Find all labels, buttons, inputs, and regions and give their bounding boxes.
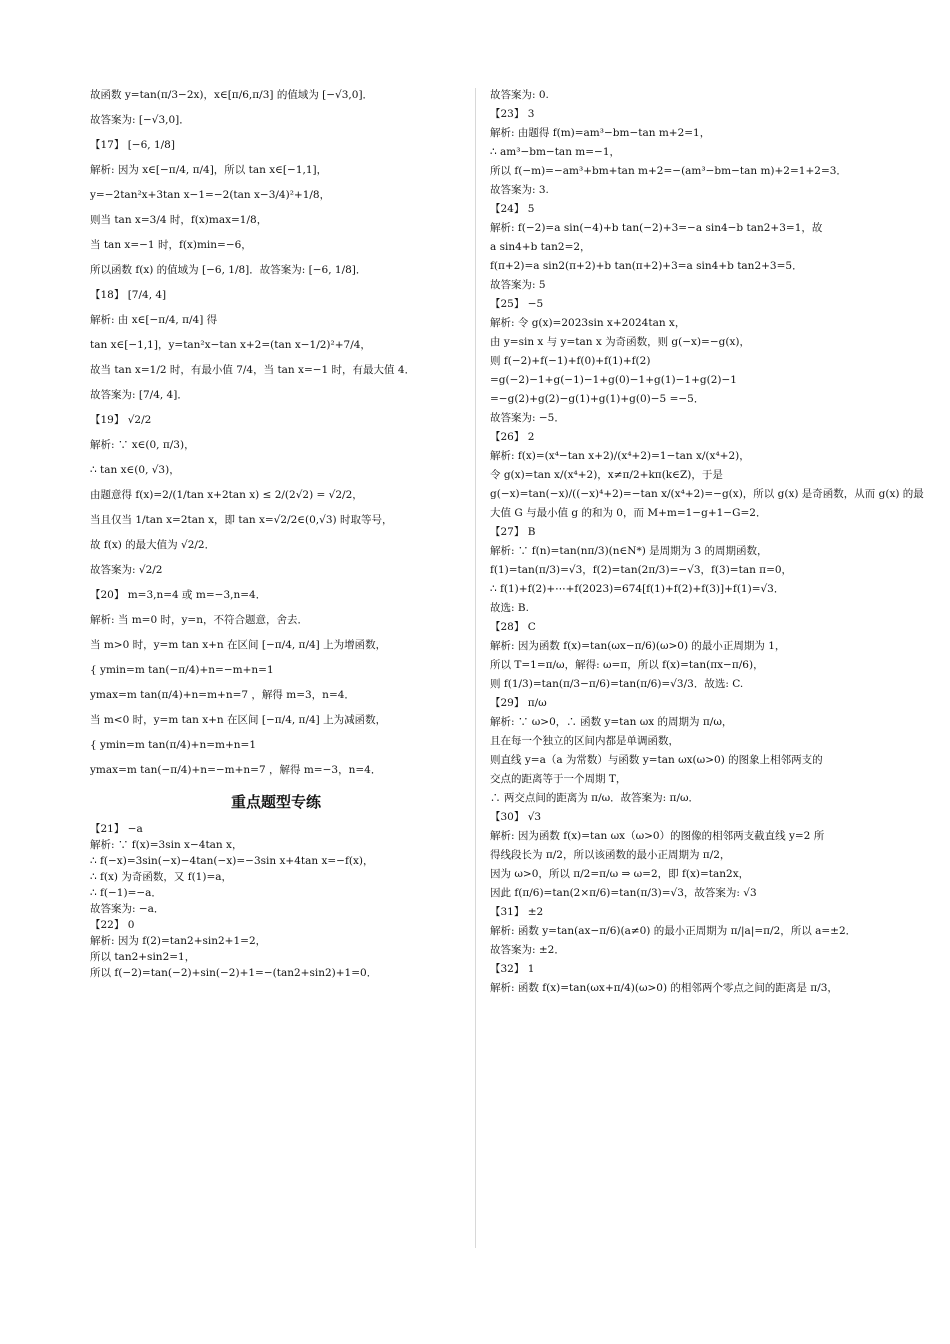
left-solutions-part-b: [90, 822, 462, 980]
text-line: 解析: ∵ ω>0，∴ 函数 y=tan ωx 的周期为 π/ω，: [490, 716, 733, 728]
text-line: 由题意得 f(x)=2/(1/tan x+2tan x) ≤ 2/(2√2) = √2/2，: [90, 489, 363, 501]
text-line: 则当 tan x=3/4 时，f(x)max=1/8，: [90, 214, 268, 226]
text-line: 【29】 π/ω: [490, 697, 547, 709]
text-line: ∴ f(1)+f(2)+⋯+f(2023)=674[f(1)+f(2)+f(3)]+f(1)=√3．: [490, 583, 785, 595]
text-line: 【32】 1: [490, 963, 535, 975]
text-line: ∴ f(−1)=−a．: [90, 887, 162, 899]
text-line: 得线段长为 π/2，所以该函数的最小正周期为 π/2，: [490, 849, 731, 861]
text-line: 所以 T=1=π/ω，解得: ω=π，所以 f(x)=tan(πx−π/6)，: [490, 659, 764, 671]
text-line: 故选: B.: [490, 602, 529, 614]
text-line: { ymin=m tan(−π/4)+n=−m+n=1: [90, 664, 274, 676]
text-line: 故答案为: 3.: [490, 184, 549, 196]
right-solutions: [490, 88, 924, 995]
text-line: y=−2tan²x+3tan x−1=−2(tan x−3/4)²+1/8，: [90, 189, 331, 201]
text-line: ∴ f(−x)=3sin(−x)−4tan(−x)=−3sin x+4tan x=−f(x)，: [90, 855, 374, 867]
text-line: 【25】 −5: [490, 298, 544, 310]
text-line: f(1)=tan(π/3)=√3，f(2)=tan(2π/3)=−√3，f(3)=tan π=0，: [490, 564, 793, 576]
text-line: ∴ am³−bm−tan m=−1，: [490, 146, 621, 158]
text-line: ∴ f(x) 为奇函数，又 f(1)=a，: [90, 871, 233, 883]
text-line: 【30】 √3: [490, 811, 542, 823]
text-line: 则 f(−2)+f(−1)+f(0)+f(1)+f(2): [490, 355, 651, 367]
text-line: 故答案为: −5．: [490, 412, 565, 424]
text-line: { ymin=m tan(π/4)+n=m+n=1: [90, 739, 257, 751]
text-line: 当 m>0 时，y=m tan x+n 在区间 [−π/4, π/4] 上为增函数，: [90, 639, 387, 651]
text-line: 解析: 令 g(x)=2023sin x+2024tan x，: [490, 317, 686, 329]
text-line: 故函数 y=tan(π/3−2x)，x∈[π/6,π/3] 的值域为 [−√3,0]．: [90, 89, 374, 101]
text-line: f(π+2)=a sin2(π+2)+b tan(π+2)+3=a sin4+b tan2+3=5．: [490, 260, 803, 272]
text-line: 所以 f(−2)=tan(−2)+sin(−2)+1=−(tan2+sin2)+1=0．: [90, 967, 378, 979]
text-line: 【23】 3: [490, 108, 535, 120]
text-line: 解析: 函数 y=tan(ax−π/6)(a≠0) 的最小正周期为 π/|a|=π/2，所以 a=±2．: [490, 925, 857, 937]
text-line: 解析: 由 x∈[−π/4, π/4] 得: [90, 314, 218, 326]
text-line: 解析: 因为函数 f(x)=tan(ωx−π/6)(ω>0) 的最小正周期为 1，: [490, 640, 786, 652]
text-line: 解析: ∵ x∈(0, π/3)，: [90, 439, 195, 451]
text-line: 【17】 [−6, 1/8]: [90, 139, 175, 151]
text-line: 【28】 C: [490, 621, 536, 633]
right-column: [490, 88, 924, 1000]
text-line: 解析: f(−2)=a sin(−4)+b tan(−2)+3=−a sin4−b tan2+3=1，故: [490, 222, 823, 234]
text-line: 解析: 函数 f(x)=tan(ωx+π/4)(ω>0) 的相邻两个零点之间的距离是 π/3，: [490, 982, 838, 994]
text-line: 则 f(1/3)=tan(π/3−π/6)=tan(π/6)=√3/3．故选: C.: [490, 678, 744, 690]
text-line: 解析: ∵ f(n)=tan(nπ/3)(n∈N*) 是周期为 3 的周期函数，: [490, 545, 768, 557]
column-divider: [475, 88, 476, 1248]
left-column: [90, 88, 462, 982]
text-line: 由 y=sin x 与 y=tan x 为奇函数，则 g(−x)=−g(x)，: [490, 336, 750, 348]
text-line: 【22】 0: [90, 919, 135, 931]
text-line: 所以 tan2+sin2=1，: [90, 951, 196, 963]
text-line: 交点的距离等于一个周期 T，: [490, 773, 627, 785]
text-line: 所以 f(−m)=−am³+bm+tan m+2=−(am³−bm−tan m)+2=1+2=3．: [490, 165, 847, 177]
text-line: 当且仅当 1/tan x=2tan x，即 tan x=√2/2∈(0,√3) 时取等号，: [90, 514, 393, 526]
text-line: 故答案为: 0.: [490, 89, 549, 101]
text-line: 因为 ω>0，所以 π/2=π/ω ⇒ ω=2，即 f(x)=tan2x，: [490, 868, 750, 880]
text-line: 解析: 因为 x∈[−π/4, π/4]，所以 tan x∈[−1,1]，: [90, 164, 328, 176]
text-line: 解析: ∵ f(x)=3sin x−4tan x，: [90, 839, 243, 851]
text-line: ymax=m tan(π/4)+n=m+n=7 ，解得 m=3，n=4．: [90, 689, 355, 701]
text-line: 【18】 [7/4, 4]: [90, 289, 167, 301]
text-line: 大值 G 与最小值 g 的和为 0，而 M+m=1−g+1−G=2．: [490, 507, 767, 519]
text-line: 解析: 因为 f(2)=tan2+sin2+1=2，: [90, 935, 267, 947]
text-line: a sin4+b tan2=2，: [490, 241, 591, 253]
text-line: g(−x)=tan(−x)/((−x)⁴+2)=−tan x/(x⁴+2)=−g(x)，所以 g(x) 是奇函数，从而 g(x) 的最: [490, 488, 924, 500]
text-line: 故 f(x) 的最大值为 √2/2．: [90, 539, 216, 551]
text-line: ymax=m tan(−π/4)+n=−m+n=7 ，解得 m=−3，n=4．: [90, 764, 382, 776]
text-line: 故答案为: ±2．: [490, 944, 565, 956]
text-line: ∴ tan x∈(0, √3)，: [90, 464, 180, 476]
text-line: 因此 f(π/6)=tan(2×π/6)=tan(π/3)=√3，故答案为: √3: [490, 887, 757, 899]
text-line: 【27】 B: [490, 526, 536, 538]
text-line: 故当 tan x=1/2 时，有最小值 7/4，当 tan x=−1 时，有最大值 4．: [90, 364, 416, 376]
text-line: 【24】 5: [490, 203, 535, 215]
section-title: 重点题型专练: [230, 793, 321, 811]
text-line: 故答案为: −a．: [90, 903, 165, 915]
text-line: 令 g(x)=tan x/(x⁴+2)，x≠π/2+kπ(k∈Z)，于是: [490, 469, 723, 481]
text-line: 则直线 y=a（a 为常数）与函数 y=tan ωx(ω>0) 的图象上相邻两支的: [490, 754, 823, 766]
text-line: 故答案为: [−√3,0]．: [90, 114, 190, 126]
text-line: 【26】 2: [490, 431, 535, 443]
text-line: 【31】 ±2: [490, 906, 544, 918]
text-line: 所以函数 f(x) 的值域为 [−6, 1/8]．故答案为: [−6, 1/8]．: [90, 264, 367, 276]
text-line: 解析: 由题得 f(m)=am³−bm−tan m+2=1，: [490, 127, 711, 139]
text-line: 【19】 √2/2: [90, 414, 152, 426]
text-line: ∴ 两交点间的距离为 π/ω．故答案为: π/ω．: [490, 792, 700, 804]
text-line: =−g(2)+g(2)−g(1)+g(1)+g(0)−5 =−5．: [490, 393, 705, 405]
text-line: =g(−2)−1+g(−1)−1+g(0)−1+g(1)−1+g(2)−1: [490, 374, 737, 386]
left-solutions-part-a: [90, 88, 462, 777]
text-line: 解析: 因为函数 f(x)=tan ωx（ω>0）的图像的相邻两支截直线 y=2 所: [490, 830, 825, 842]
text-line: 当 tan x=−1 时，f(x)min=−6，: [90, 239, 252, 251]
text-line: 且在每一个独立的区间内都是单调函数，: [490, 735, 679, 747]
text-line: 【20】 m=3,n=4 或 m=−3,n=4．: [90, 589, 267, 601]
text-line: 解析: f(x)=(x⁴−tan x+2)/(x⁴+2)=1−tan x/(x⁴+2)，: [490, 450, 750, 462]
text-line: 【21】 −a: [90, 823, 143, 835]
text-line: 故答案为: [7/4, 4]．: [90, 389, 188, 401]
text-line: 故答案为: 5: [490, 279, 546, 291]
text-line: 解析: 当 m=0 时，y=n，不符合题意，舍去．: [90, 614, 308, 626]
text-line: 当 m<0 时，y=m tan x+n 在区间 [−π/4, π/4] 上为减函数，: [90, 714, 387, 726]
text-line: 故答案为: √2/2: [90, 564, 163, 576]
text-line: tan x∈[−1,1]，y=tan²x−tan x+2=(tan x−1/2)²+7/4，: [90, 339, 371, 351]
